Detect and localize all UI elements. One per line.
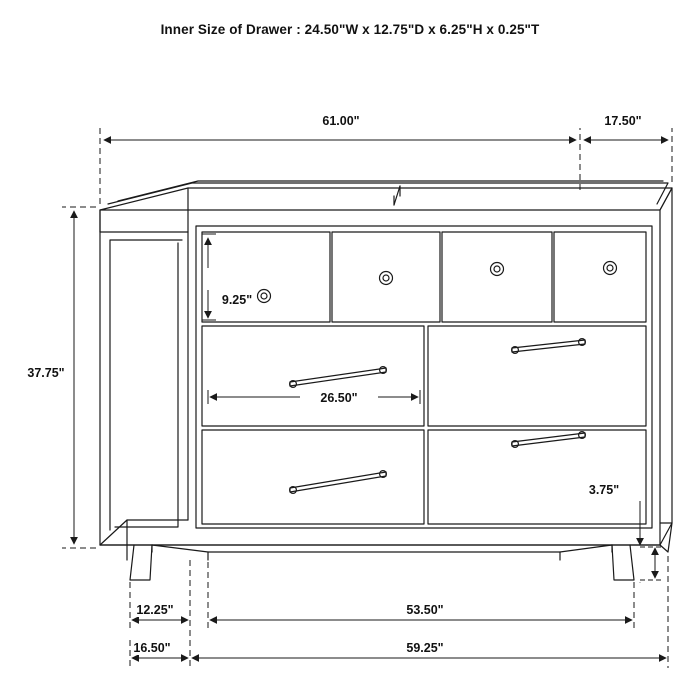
dim-label-large-drawer-width: 26.50" <box>320 391 358 405</box>
dimension-lines <box>62 128 672 668</box>
dim-label-leg-height: 3.75" <box>588 483 620 497</box>
dim-label-leg-inset: 12.25" <box>136 603 174 617</box>
dim-label-top-width: 61.00" <box>322 114 360 128</box>
dresser-body <box>100 181 672 580</box>
dim-label-small-drawer-height: 9.25" <box>221 293 253 307</box>
dim-label-base-width-inner: 53.50" <box>406 603 444 617</box>
dim-label-base-width-outer: 59.25" <box>406 641 444 655</box>
dim-label-top-right-depth: 17.50" <box>604 114 642 128</box>
dim-label-overall-height: 37.75" <box>27 366 65 380</box>
page-title: Inner Size of Drawer : 24.50"W x 12.75"D x 6.25"H x 0.25"T <box>160 22 540 37</box>
dim-label-base-depth: 16.50" <box>133 641 171 655</box>
